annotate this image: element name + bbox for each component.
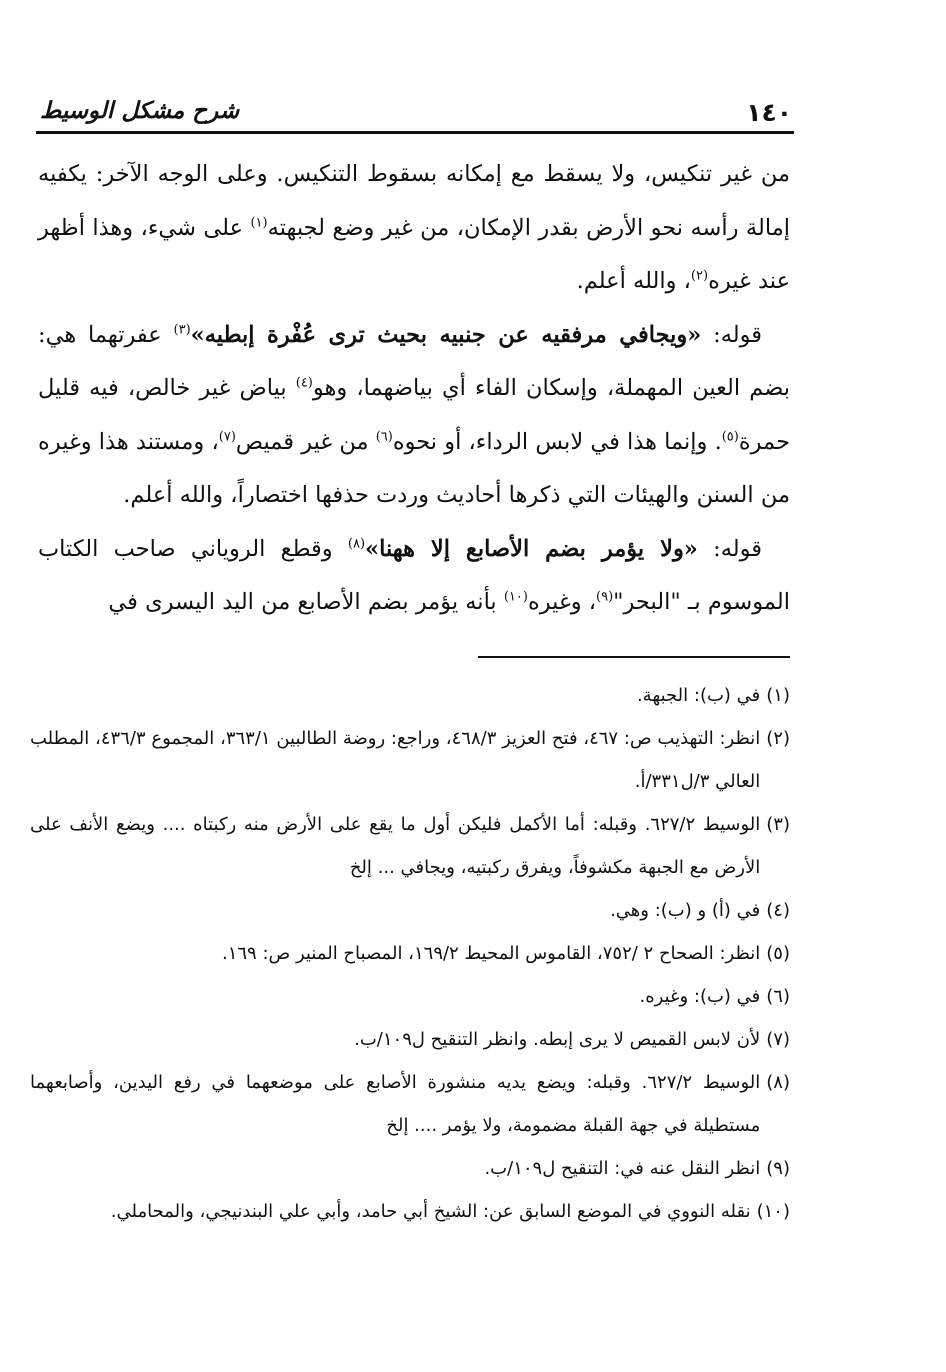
paragraph-text: . وإنما هذا في لابس الرداء، أو نحوه [392,428,722,455]
footnote-text: انظر: التهذيب ص: ٤٦٧، فتح العزيز ٤٦٨/٣، وراجع: روضة الطالبين ٣٦٣/١، المجموع ٤٣٦/٣، المطلب العالي ٣/ل٣٣١/أ. [30,728,761,792]
footnote-8 [30,1061,790,1147]
paragraph-lead: قوله: [701,321,763,348]
footnote-ref: (٨) [347,536,366,551]
footnote-6 [30,975,790,1018]
page-number: ١٤٠ [746,98,792,127]
paragraph-text: من غير تنكيس، ولا يسقط مع إمكانه بسقوط التنكيس. وعلى الوجه الآخر: يكفيه إمالة رأسه نحو الأرض بقدر الإمكان، من غير وضع لجبهته [38,161,790,241]
footnote-3 [30,803,790,889]
footnote-number: (٧) [766,1029,790,1050]
footnote-number: (٢) [766,728,790,749]
footnote-4 [30,889,790,932]
main-text [38,148,790,630]
header-rule [36,131,794,134]
footnote-text: انظر: الصحاح ٢ /٧٥٢، القاموس المحيط ١٦٩/٢، المصباح المنير ص: ١٦٩. [221,943,761,964]
footnote-9 [30,1147,790,1190]
paragraph-text: ، والله أعلم. [576,268,691,294]
footnote-1 [30,674,790,717]
footnote-ref: (٩) [596,589,614,605]
footnotes [30,674,790,1233]
footnote-text: في (أ) و (ب): وهي. [610,900,761,921]
quoted-text: «ويجافي مرفقيه عن جنبيه بحيث ترى عُفْرة إبطيه» [190,321,702,348]
footnote-ref: (٧) [218,429,236,444]
footnote-text: الوسيط ٦٢٧/٢. وقبله: أما الأكمل فليكن أول ما يقع على الأرض منه ركبتاه .... ويضع الأنف على الأرض مع الجبهة مكشوفاً، ويفرق ركبتيه، ويجافي ... إلخ [30,814,761,878]
paragraph-1 [38,148,790,309]
footnote-number: (٥) [766,943,790,964]
footnote-number: (٦) [766,986,790,1007]
footnote-text: لأن لابس القميص لا يرى إبطه. وانظر التنقيح ل١٠٩/ب. [354,1029,761,1050]
footnote-text: نقله النووي في الموضع السابق عن: الشيخ أبي حامد، وأبي علي البندنيجي، والمحاملي. [110,1201,751,1222]
footnote-2 [30,717,790,803]
paragraph-3 [38,523,790,630]
page-header [40,92,792,132]
footnote-number: (٨) [766,1072,790,1093]
footnote-text: الوسيط ٦٢٧/٢. وقبله: ويضع يديه منشورة الأصابع على موضعهما في رفع اليدين، وأصابعهما مستطيلة في جهة القبلة مضمومة، ولا يؤمر .... إلخ [30,1072,761,1136]
footnote-5 [30,932,790,975]
running-title: شرح مشكل الوسيط [40,98,240,124]
footnote-number: (١) [766,685,790,706]
paragraph-text: بياض غير خالص، فيه قليل حمرة [38,375,790,455]
footnote-text: في (ب): وغيره. [639,986,761,1007]
paragraph-text: ، وغيره [527,589,597,615]
paragraph-text: ، ومستند هذا وغيره من السنن والهيئات التي ذكرها أحاديث وردت حذفها اختصاراً، والله أعلم. [38,428,790,508]
paragraph-text: بأنه يؤمر بضم الأصابع من اليد اليسرى في [108,589,504,615]
footnote-separator [478,656,790,658]
footnote-ref: (١) [250,215,268,230]
footnote-ref: (٣) [173,322,191,337]
paragraph-text: عفرتهما هي: بضم العين المهملة، وإسكان الفاء أي بياضهما، وهو [38,321,790,401]
footnote-ref: (٤) [295,375,313,391]
footnote-7 [30,1018,790,1061]
footnote-number: (١٠) [756,1201,790,1222]
footnote-text: انظر النقل عنه في: التنقيح ل١٠٩/ب. [484,1158,761,1179]
footnote-10 [30,1190,790,1233]
footnote-ref: (٦) [375,429,393,444]
footnote-number: (٣) [766,814,790,835]
footnote-ref: (١٠) [503,589,528,605]
paragraph-text: وقطع الروياني صاحب الكتاب الموسوم بـ "البحر" [38,535,790,615]
footnote-number: (٤) [766,900,790,921]
paragraph-lead: قوله: [697,535,763,562]
paragraph-text: على شيء، وهذا أظهر عند غيره [38,214,790,294]
paragraph-text: من غير قميص [235,428,376,455]
footnote-text: في (ب): الجبهة. [636,685,761,706]
footnote-ref: (٥) [721,429,739,444]
paragraph-2 [38,309,790,523]
quoted-text: «ولا يؤمر بضم الأصابع إلا ههنا» [365,535,698,562]
footnote-number: (٩) [766,1158,790,1179]
footnote-ref: (٢) [690,268,709,284]
